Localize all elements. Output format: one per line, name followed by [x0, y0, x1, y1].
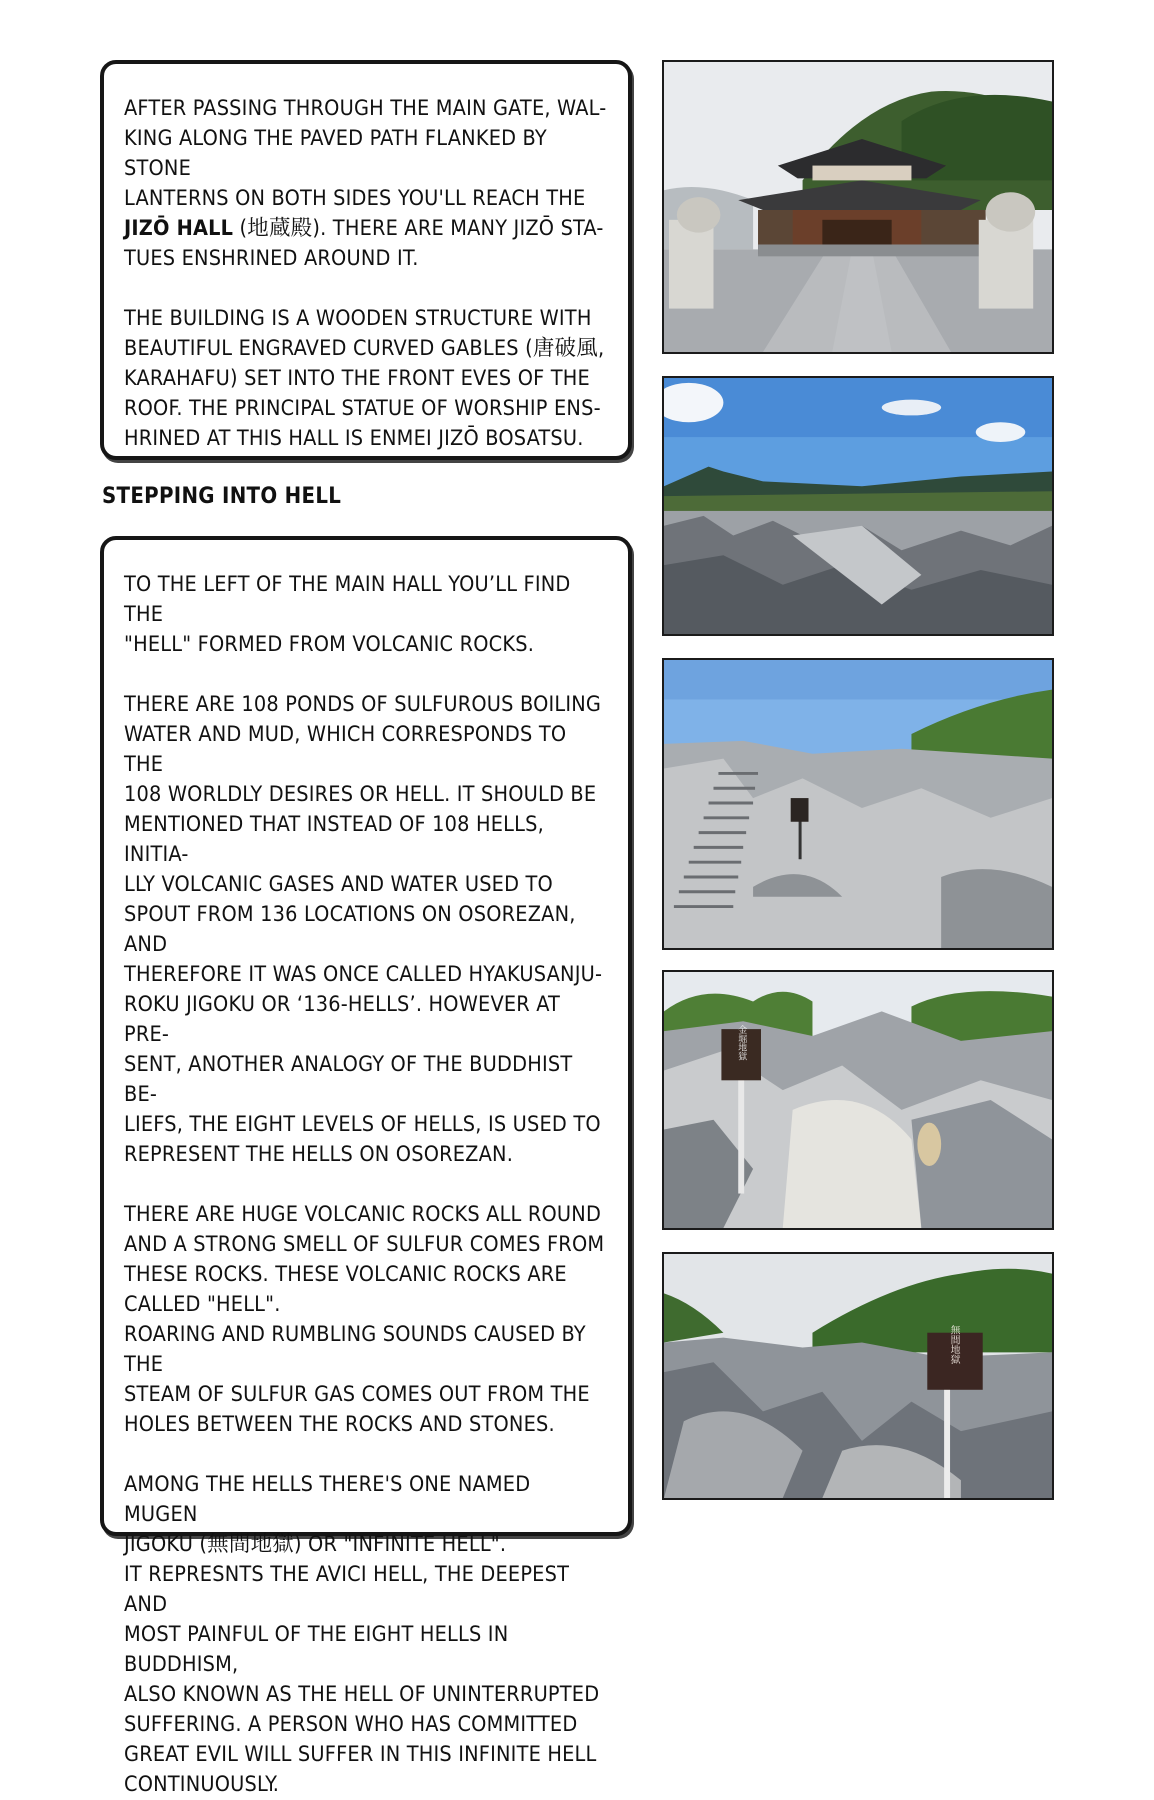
photo-mugen-jigoku: [662, 1252, 1054, 1500]
paragraph-building: THE BUILDING IS A WOODEN STRUCTURE WITH BEAUTIFUL ENGRAVED CURVED GABLES (唐破風, KARAHAFU) SET INTO THE FRONT EVES OF THE ROOF. THE PRINCIPAL STATUE OF WORSHIP ENS- HRINED AT THIS HALL IS ENMEI JIZŌ BOSATSU.: [124, 306, 605, 451]
paragraph-108-ponds: THERE ARE 108 PONDS OF SULFUROUS BOILING WATER AND MUD, WHICH CORRESPONDS TO THE 108 WORLDLY DESIRES OR HELL. IT SHOULD BE MENTIONED THAT INSTEAD OF 108 HELLS, INITIA- LLY VOLCANIC GASES AND WATER USED TO SPOUT FROM 136 LOCATIONS ON OSOREZAN, AND THEREFORE IT WAS ONCE CALLED HYAKUSANJU- ROKU JIGOKU OR ‘136-HELLS’. HOWEVER AT PRE- SENT, ANOTHER ANALOGY OF THE BUDDHIST BE- LIEFS, THE EIGHT LEVELS OF HELLS, IS USED TO REPRESENT THE HELLS ON OSOREZAN.: [124, 692, 603, 1167]
section-heading: STEPPING INTO HELL: [102, 484, 342, 509]
paragraph-text: (地蔵殿). THERE ARE MANY JIZŌ STA- TUES ENSHRINED AROUND IT.: [124, 216, 604, 271]
jizo-hall-term: JIZŌ HALL: [124, 216, 234, 241]
paragraph-jizo-hall-intro: [124, 94, 610, 274]
paragraph-mugen-jigoku: AMONG THE HELLS THERE'S ONE NAMED MUGEN JIGOKU (無間地獄) OR "INFINITE HELL". IT REPRESNTS THE AVICI HELL, THE DEEPEST AND MOST PAINFUL OF THE EIGHT HELLS IN BUDDHISM, ALSO KNOWN AS THE HELL OF UNINTERRUPTED SUFFERING. A PERSON WHO HAS COMMITTED GREAT EVIL WILL SUFFER IN THIS INFINITE HELL CONTINUOUSLY.: [124, 1472, 600, 1797]
photo-rock-field-stairs: [662, 658, 1054, 950]
photo-volcanic-landscape: [662, 376, 1054, 636]
text-box-hell: [100, 536, 632, 1797]
paragraph-volcanic-rocks: THERE ARE HUGE VOLCANIC ROCKS ALL ROUND AND A STRONG SMELL OF SULFUR COMES FROM THESE ROCKS. THESE VOLCANIC ROCKS ARE CALLED "HELL". ROARING AND RUMBLING SOUNDS CAUSED BY THE STEAM OF SULFUR GAS COMES OUT FROM THE HOLES BETWEEN THE ROCKS AND STONES.: [124, 1202, 605, 1437]
text-box-jizo-hall: [100, 60, 632, 460]
photo-jizo-hall: [662, 60, 1054, 354]
paragraph-text: AFTER PASSING THROUGH THE MAIN GATE, WAL- KING ALONG THE PAVED PATH FLANKED BY STONE LANTERNS ON BOTH SIDES YOU'LL REACH THE: [124, 96, 607, 211]
photo-kanahori-jigoku: [662, 970, 1054, 1230]
paragraph-hell-intro: TO THE LEFT OF THE MAIN HALL YOU’LL FIND THE "HELL" FORMED FROM VOLCANIC ROCKS.: [124, 572, 571, 657]
sign-text: 無間地獄: [948, 1324, 960, 1365]
sign-text: 金堀地獄: [736, 1025, 747, 1061]
